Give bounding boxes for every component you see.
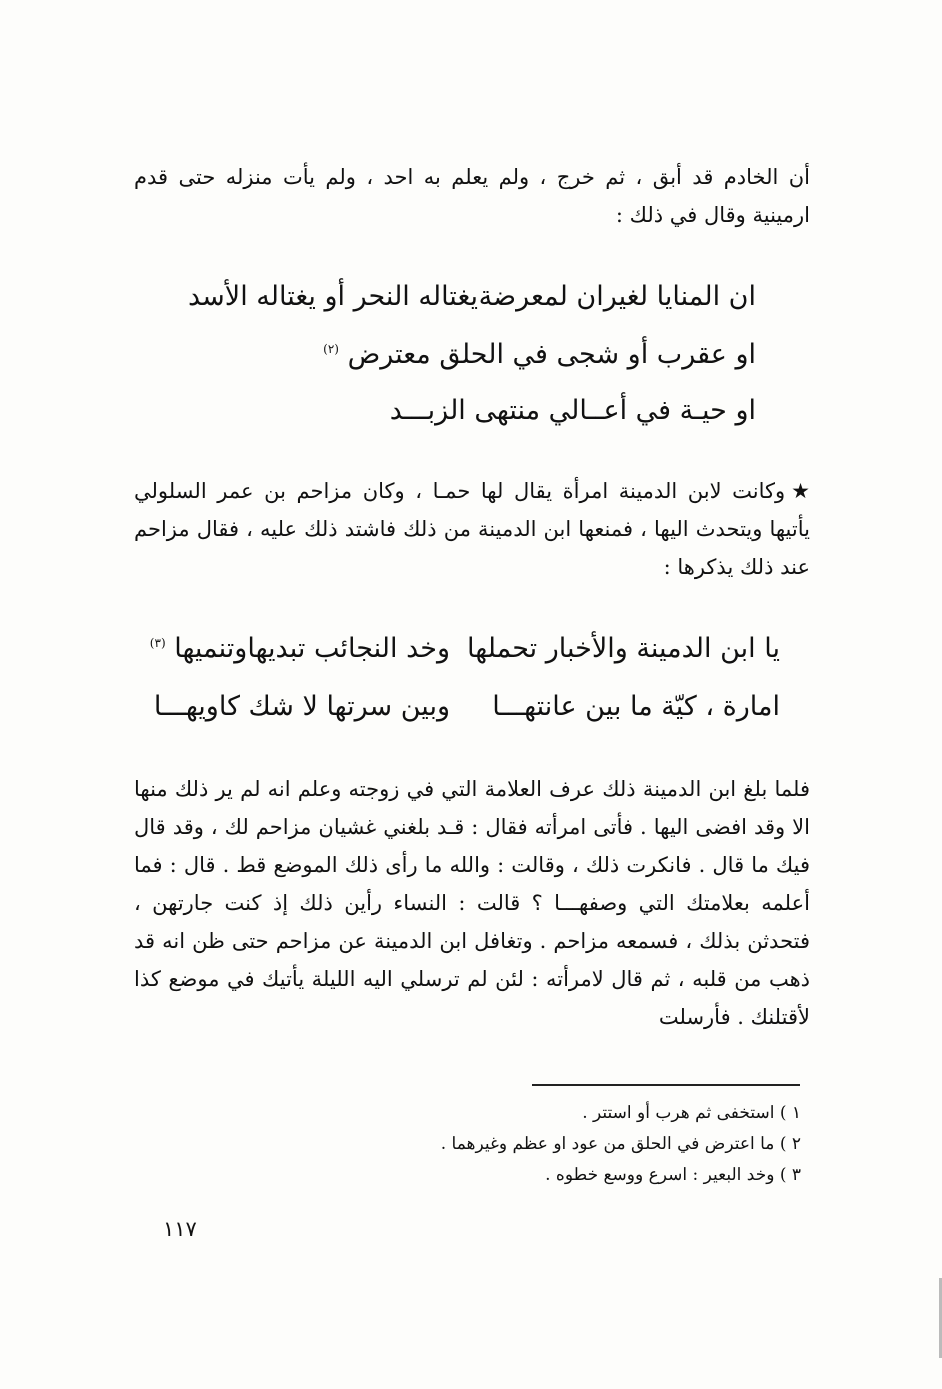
poem-1-line-1-second-hemistich: يغتاله النحر أو يغتاله الأسد xyxy=(188,281,478,312)
paragraph-3 xyxy=(134,770,810,1036)
footnote-marker-2: (٢) xyxy=(323,342,339,356)
poem-1-line-2-text xyxy=(323,326,756,384)
footnote-marker-3: (٣) xyxy=(149,636,166,650)
paragraph-3-text: فلما بلغ ابن الدمينة ذلك عرف العلامة التي في زوجته وعلم انه لم ير ذلك منها الا وقد افضى اليها . فأتى امرأته فقال : قـد بلغني غشيان مزاحم لك ، وقد قال فيك ما قال . فانكرت ذلك ، وقالت : والله ما رأى ذلك الموضع قط . قال : فما أعلمه بعلامتك التي وصفهـــا ؟ قالت : النساء رأين ذلك إذ كنت جارتهن ، فتحدثن بذلك ، فسمعه مزاحم . وتغافل ابن الدمينة عن مزاحم حتى ظن انه قد ذهب من قلبه ، ثم قال لامرأته : لئن لم ترسلي اليه الليلة يأتيك في موضع كذا لأقتلنك . فأرسلت xyxy=(134,777,810,1029)
poem-1-line-2-verse: او عقرب أو شجى في الحلق معترض xyxy=(347,339,756,370)
star-icon: ★ xyxy=(791,479,810,503)
paragraph-1-text: أن الخادم قد أبق ، ثم خرج ، ولم يعلم به احد ، ولم يأت منزله حتى قدم ارمينية وقال في ذلك : xyxy=(134,165,810,227)
paragraph-2-body xyxy=(134,472,810,586)
poem-2-line-1-second-hemistich-text: وخد النجائب تبديهاوتنميها xyxy=(174,633,450,664)
footnote-3: ٣ ) وخد البعير : اسرع ووسع خطوه . xyxy=(545,1165,801,1185)
poem-2-line-2-first-hemistich: امارة ، كيّة ما بين عانتهـــا xyxy=(492,691,780,722)
footnote-1: ١ ) استخفى ثم هرب أو استتر . xyxy=(582,1103,801,1123)
footnotes xyxy=(241,1098,801,1191)
poem-1-line-3-text: او حيـة في أعــالي منتهى الزبـــد xyxy=(389,395,756,426)
poem-2-line-1-second-hemistich xyxy=(150,620,450,678)
footnote-divider xyxy=(532,1084,800,1086)
paragraph-2 xyxy=(134,472,810,586)
paragraph-2-text: وكانت لابن الدمينة امرأة يقال لها حمـا ، وكان مزاحم بن عمر السلولي يأتيها ويتحدث اليها ، فمنعها ابن الدمينة من ذلك فاشتد ذلك عليه ، فقال مزاحم عند ذلك يذكرها : xyxy=(134,479,810,579)
poem-2-line-1-first-hemistich: يا ابن الدمينة والأخبار تحملها xyxy=(467,633,780,664)
page-number: ١١٧ xyxy=(163,1217,197,1241)
footnote-2: ٢ ) ما اعترض في الحلق من عود او عظم وغيرهما . xyxy=(440,1134,801,1154)
poem-2-line-2-second-hemistich: وبين سرتها لا شك كاويهـــا xyxy=(153,691,450,722)
poem-1-line-1-first-hemistich: ان المنايا لغيران لمعرضة xyxy=(478,281,756,312)
paragraph-1 xyxy=(134,158,810,234)
